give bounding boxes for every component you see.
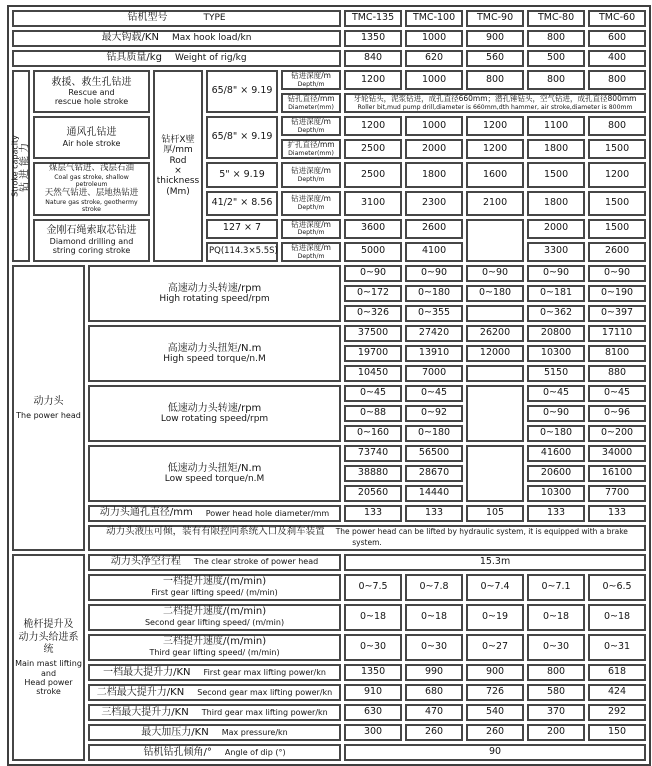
value-cell: 0~45: [527, 385, 585, 402]
table-row: [12, 554, 646, 571]
value-cell: 560: [466, 50, 524, 67]
value-cell: 133: [527, 505, 585, 522]
value-cell: 0~7.1: [527, 574, 585, 601]
value-cell: 2300: [405, 191, 463, 216]
value-cell: 34000: [588, 445, 646, 462]
label-second-gear-power: 二档最大提升力/KN Second gear max lifting power/kn: [88, 684, 341, 701]
subheader-expand-diameter: 扩孔直径/mm Diameter(mm): [281, 139, 341, 159]
value-cell: 800: [527, 664, 585, 681]
empty-cell: [466, 305, 524, 322]
value-cell: 2000: [405, 139, 463, 159]
value-cell: 0~30: [527, 634, 585, 661]
value-cell: 1800: [405, 162, 463, 187]
value-cell: 20600: [527, 465, 585, 482]
value-cell: 41600: [527, 445, 585, 462]
value-cell: 1500: [588, 139, 646, 159]
value-cell: 600: [588, 30, 646, 47]
value-cell: 73740: [344, 445, 402, 462]
value-cell: 17110: [588, 325, 646, 342]
value-cell: 0~7.4: [466, 574, 524, 601]
value-cell: 90: [344, 744, 646, 761]
value-cell: 0~18: [588, 604, 646, 631]
value-cell: 1200: [344, 116, 402, 136]
value-cell: 10300: [527, 485, 585, 502]
stroke-type-rescue: 救援、救生孔钻进 Rescue and rescue hole stroke: [33, 70, 150, 113]
value-cell: 15.3m: [344, 554, 646, 571]
label-low-speed-torque: 低速动力头扭矩/N.m Low speed torque/n.M: [88, 445, 341, 502]
value-cell: 10300: [527, 345, 585, 362]
value-cell: 2600: [588, 242, 646, 262]
value-cell: 20560: [344, 485, 402, 502]
rod-size: 5" × 9.19: [206, 162, 278, 187]
table-row: [12, 664, 646, 681]
value-cell: 0~90: [527, 265, 585, 282]
subheader-depth: 钻进深度/m Depth/m: [281, 116, 341, 136]
value-cell: 1200: [466, 116, 524, 136]
value-cell: 14440: [405, 485, 463, 502]
subheader-depth: 钻进深度/m Depth/m: [281, 242, 341, 262]
value-cell: 840: [344, 50, 402, 67]
value-cell: 0~7.5: [344, 574, 402, 601]
value-cell: 1350: [344, 30, 402, 47]
value-cell: 0~160: [344, 425, 402, 442]
value-cell: 370: [527, 704, 585, 721]
label-clear-stroke: 动力头净空行程 The clear stroke of power head: [88, 554, 341, 571]
rod-size: 41/2" × 8.56: [206, 191, 278, 216]
value-cell: 7700: [588, 485, 646, 502]
table-row: [12, 704, 646, 721]
value-cell: 0~180: [405, 285, 463, 302]
value-cell: 133: [405, 505, 463, 522]
value-cell: 3600: [344, 219, 402, 239]
value-cell: 620: [405, 50, 463, 67]
value-cell: 13910: [405, 345, 463, 362]
value-cell: 910: [344, 684, 402, 701]
power-head-note: 动力头液压可倾，装有有限控向系统入口及刹车装置 The power head can be lifted by hydraulic system, it is equipped with a brake system.: [88, 525, 646, 551]
value-cell: 990: [405, 664, 463, 681]
value-cell: 540: [466, 704, 524, 721]
label-high-rotating-speed: 高速动力头转速/rpm High rotating speed/rpm: [88, 265, 341, 322]
value-cell: 300: [344, 724, 402, 741]
rig-row-label: [12, 50, 341, 67]
side-label-power-head: 动力头 The power head: [12, 265, 85, 551]
value-cell: 1500: [588, 191, 646, 216]
label-first-gear-power: 一档最大提升力/KN First gear max lifting power/kn: [88, 664, 341, 681]
side-label-stroke-capacity: [12, 70, 30, 262]
stroke-type-coal-gas: 煤层气钻进、浅层石油 Coal gas stroke, shallow petroleum 天然气钻进、层地热钻进 Nature gas stroke, geothermy stroke: [33, 162, 150, 215]
value-cell: 726: [466, 684, 524, 701]
value-cell: 5150: [527, 365, 585, 382]
rod-size: 65/8" × 9.19: [206, 116, 278, 159]
hook-label-en: Max hook load/kn: [172, 32, 252, 43]
value-cell: 1600: [466, 162, 524, 187]
value-cell: 105: [466, 505, 524, 522]
value-cell: 0~90: [527, 405, 585, 422]
hook-label-zh: 最大钩载/KN: [101, 32, 159, 44]
value-cell: 200: [527, 724, 585, 741]
value-cell: 618: [588, 664, 646, 681]
value-cell: 0~45: [344, 385, 402, 402]
value-cell: 56500: [405, 445, 463, 462]
value-cell: 424: [588, 684, 646, 701]
value-cell: 19700: [344, 345, 402, 362]
label-third-gear-power: 三档最大提升力/KN Third gear max lifting power/kn: [88, 704, 341, 721]
empty-cell: [466, 365, 524, 382]
value-cell: 292: [588, 704, 646, 721]
value-cell: 1800: [527, 139, 585, 159]
rod-thickness-header: 钻杆X壁厚/mm Rod × thickness (Mm): [153, 70, 203, 262]
value-cell: 0~180: [405, 425, 463, 442]
value-cell: 500: [527, 50, 585, 67]
spec-table: [7, 5, 651, 766]
stroke-type-diamond: 金刚石绳索取芯钻进 Diamond drilling and string coring stroke: [33, 219, 150, 262]
table-row: [12, 525, 646, 551]
value-cell: 133: [344, 505, 402, 522]
value-cell: 1500: [527, 162, 585, 187]
value-cell: 0~172: [344, 285, 402, 302]
value-cell: 1000: [405, 70, 463, 90]
table-row: [12, 265, 646, 282]
subheader-depth: 钻进深度/m Depth/m: [281, 162, 341, 187]
value-cell: 10450: [344, 365, 402, 382]
value-cell: 0~200: [588, 425, 646, 442]
value-cell: 880: [588, 365, 646, 382]
table-row: [12, 30, 646, 47]
value-cell: 4100: [405, 242, 463, 262]
value-cell: 27420: [405, 325, 463, 342]
value-cell: 0~326: [344, 305, 402, 322]
table-row: [12, 574, 646, 601]
hook-row-label: [12, 30, 341, 47]
value-cell: 1100: [527, 116, 585, 136]
value-cell: 800: [527, 70, 585, 90]
value-cell: 260: [466, 724, 524, 741]
side-label-mast-lifting: 桅杆提升及 动力头给进系统 Main mast lifting and Head power stroke: [12, 554, 85, 762]
value-cell: 0~88: [344, 405, 402, 422]
value-cell: 0~31: [588, 634, 646, 661]
table-row: [12, 162, 646, 187]
value-cell: 0~6.5: [588, 574, 646, 601]
value-cell: 1800: [527, 191, 585, 216]
table-row: [12, 744, 646, 761]
value-cell: 16100: [588, 465, 646, 482]
value-cell: 28670: [405, 465, 463, 482]
stroke-type-air: 通风孔钻进 Air hole stroke: [33, 116, 150, 159]
rig-label-en: Weight of rig/kg: [174, 52, 247, 63]
value-cell: 0~90: [588, 265, 646, 282]
value-cell: 800: [466, 70, 524, 90]
value-cell: 7000: [405, 365, 463, 382]
label-high-speed-torque: 高速动力头扭矩/N.m High speed torque/n.M: [88, 325, 341, 382]
table-row: [12, 724, 646, 741]
type-label-en: TYPE: [203, 12, 226, 23]
value-cell: 0~96: [588, 405, 646, 422]
value-cell: 630: [344, 704, 402, 721]
label-low-rotating-speed: 低速动力头转速/rpm Low rotating speed/rpm: [88, 385, 341, 442]
value-cell: 800: [527, 30, 585, 47]
subheader-diameter: 钻孔直径/mm Diameter(mm): [281, 93, 341, 113]
model-header: TMC-135: [344, 10, 402, 27]
value-cell: 0~92: [405, 405, 463, 422]
value-cell: 1200: [344, 70, 402, 90]
empty-cell: [466, 385, 524, 442]
empty-cell: [466, 445, 524, 502]
value-cell: 2600: [405, 219, 463, 239]
value-cell: 0~90: [344, 265, 402, 282]
type-label-zh: 钻机型号: [127, 12, 168, 24]
label-max-pressure: 最大加压力/KN Max pressure/kn: [88, 724, 341, 741]
model-header: TMC-60: [588, 10, 646, 27]
value-cell: 3100: [344, 191, 402, 216]
table-row: [12, 70, 646, 90]
value-cell: 0~180: [527, 425, 585, 442]
value-cell: 2100: [466, 191, 524, 216]
value-cell: 150: [588, 724, 646, 741]
value-cell: 800: [588, 116, 646, 136]
table-row: [12, 10, 646, 27]
value-cell: 133: [588, 505, 646, 522]
table-row: [12, 445, 646, 462]
value-cell: 3300: [527, 242, 585, 262]
value-cell: 0~18: [344, 604, 402, 631]
value-cell: 2500: [344, 162, 402, 187]
table-row: [12, 50, 646, 67]
value-cell: 470: [405, 704, 463, 721]
value-cell: 1200: [588, 162, 646, 187]
table-row: [12, 219, 646, 239]
value-cell: 580: [527, 684, 585, 701]
value-cell: 0~18: [527, 604, 585, 631]
value-cell: 0~18: [405, 604, 463, 631]
value-cell: 900: [466, 664, 524, 681]
value-cell: 400: [588, 50, 646, 67]
value-cell: 1350: [344, 664, 402, 681]
value-cell: 0~355: [405, 305, 463, 322]
value-cell: 0~362: [527, 305, 585, 322]
label-third-gear-speed: 三档提升速度/(m/min) Third gear lifting speed/ (m/min): [88, 634, 341, 661]
label-second-gear-speed: 二档提升速度/(m/min) Second gear lifting speed/ (m/min): [88, 604, 341, 631]
table-row: [12, 604, 646, 631]
value-cell: 37500: [344, 325, 402, 342]
subheader-depth: 钻进深度/m Depth/m: [281, 219, 341, 239]
subheader-depth: 钻进深度/m Depth/m: [281, 191, 341, 216]
table-row: [12, 634, 646, 661]
value-cell: 0~45: [588, 385, 646, 402]
value-cell: 5000: [344, 242, 402, 262]
value-cell: 0~30: [405, 634, 463, 661]
rig-label-zh: 钻具质量/kg: [106, 52, 162, 64]
table-row: [12, 505, 646, 522]
value-cell: 20800: [527, 325, 585, 342]
label-first-gear-speed: 一档提升速度/(m/min) First gear lifting speed/ (m/min): [88, 574, 341, 601]
model-header: TMC-90: [466, 10, 524, 27]
value-cell: 0~90: [405, 265, 463, 282]
value-cell: 0~90: [466, 265, 524, 282]
table-row: [12, 684, 646, 701]
label-angle-of-dip: 钻机钻孔倾角/° Angle of dip (°): [88, 744, 341, 761]
value-cell: 26200: [466, 325, 524, 342]
value-cell: 900: [466, 30, 524, 47]
value-cell: 680: [405, 684, 463, 701]
value-cell: 260: [405, 724, 463, 741]
table-row: [12, 385, 646, 402]
value-cell: 0~181: [527, 285, 585, 302]
rod-size: PQ(114.3×5.5S): [206, 242, 278, 262]
side-label-stroke-capacity-text: Stroke capacity 钻进能力: [10, 135, 31, 197]
rod-size: 65/8" × 9.19: [206, 70, 278, 113]
label-hole-diameter: 动力头通孔直径/mm Power head hole diameter/mm: [88, 505, 341, 522]
rod-size: 127 × 7: [206, 219, 278, 239]
value-cell: 1500: [588, 219, 646, 239]
value-cell: 1000: [405, 30, 463, 47]
value-cell: 1200: [466, 139, 524, 159]
value-cell: 2000: [527, 219, 585, 239]
type-row-label: [12, 10, 341, 27]
model-header: TMC-80: [527, 10, 585, 27]
empty-cell: [466, 219, 524, 262]
table-row: [12, 116, 646, 136]
value-cell: 0~27: [466, 634, 524, 661]
value-cell: 8100: [588, 345, 646, 362]
value-cell: 0~180: [466, 285, 524, 302]
value-cell: 0~19: [466, 604, 524, 631]
rescue-diameter-note: 牙轮钻头，泥浆钻进，成孔直径660mm；潜孔锤钻头，空气钻进，成孔直径800mm Roller bit,mud pump drill,diameter is 660mm,dth hammer, air stroke,diameter is 800mm: [344, 93, 646, 113]
value-cell: 0~45: [405, 385, 463, 402]
value-cell: 800: [588, 70, 646, 90]
model-header: TMC-100: [405, 10, 463, 27]
value-cell: 2500: [344, 139, 402, 159]
value-cell: 38880: [344, 465, 402, 482]
subheader-depth: 钻进深度/m Depth/m: [281, 70, 341, 90]
value-cell: 0~7.8: [405, 574, 463, 601]
value-cell: 0~397: [588, 305, 646, 322]
value-cell: 0~190: [588, 285, 646, 302]
table-row: [12, 325, 646, 342]
value-cell: 1000: [405, 116, 463, 136]
value-cell: 12000: [466, 345, 524, 362]
value-cell: 0~30: [344, 634, 402, 661]
